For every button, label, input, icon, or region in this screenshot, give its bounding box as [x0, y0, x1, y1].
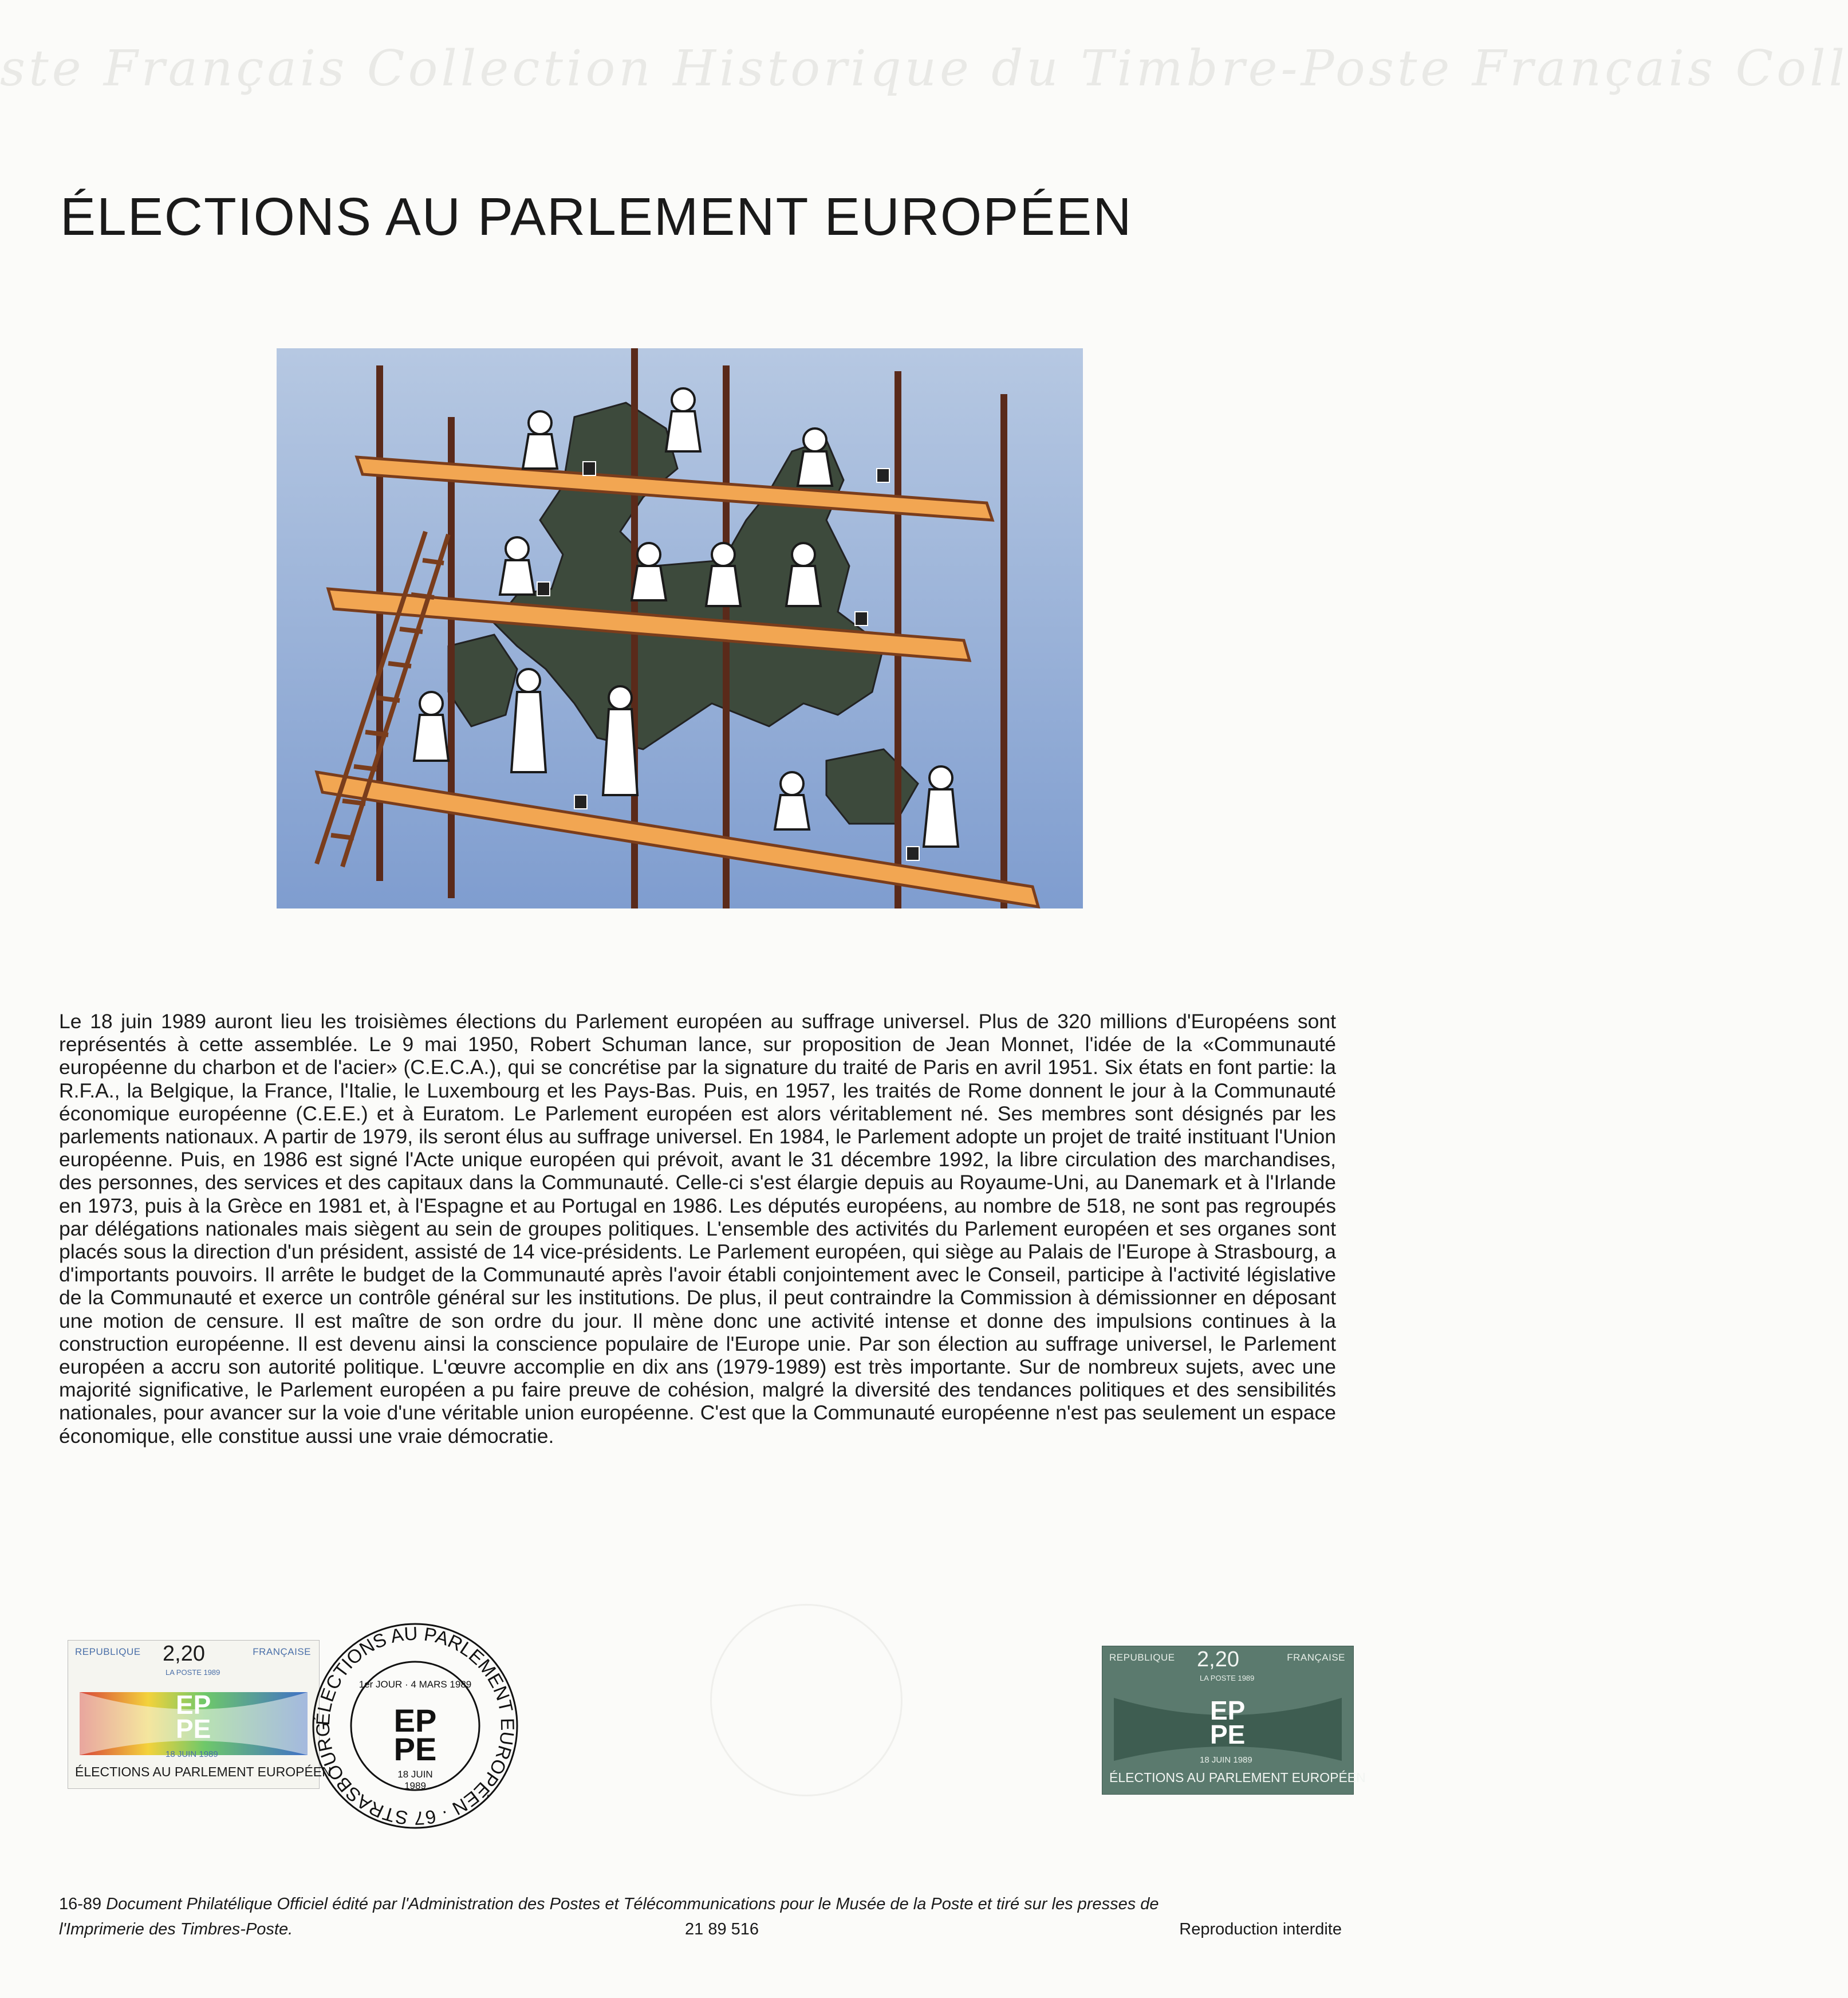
stamp-country-label-2: FRANÇAISE: [253, 1646, 311, 1657]
page-title: ÉLECTIONS AU PARLEMENT EUROPÉEN: [60, 187, 1133, 246]
embossed-seal: [710, 1604, 903, 1796]
footer-reproduction-notice: Reproduction interdite: [1179, 1920, 1342, 1938]
postmark-first-day: 1er JOUR · 4 MARS 1989: [358, 1679, 472, 1690]
footer-printer-text: l'Imprimerie des Timbres-Poste.: [59, 1920, 293, 1938]
stamp-logo-ep: EP: [1210, 1696, 1246, 1725]
stamp-poste-label: LA POSTE 1989: [166, 1668, 220, 1677]
postmark-logo-pe: PE: [393, 1731, 437, 1767]
stamp-logo-pe: PE: [176, 1714, 211, 1744]
first-day-postmark: [309, 1620, 521, 1832]
document-code: 16-89: [59, 1895, 102, 1913]
footer-publisher-text: Document Philatélique Officiel édité par l'Administration des Postes et Télécommunications pour le Musée de la Poste et tiré sur les presses de: [106, 1895, 1159, 1913]
stamp-date: 18 JUIN 1989: [166, 1749, 218, 1759]
stamp-date: 18 JUIN 1989: [1200, 1755, 1252, 1765]
article-paragraph: Le 18 juin 1989 auront lieu les troisièmes élections du Parlement européen au suffrage universel. Plus de 320 millions d'Européens sont représentés à cette assemblée. Le 9 mai 1950, Robert Schuman lance, sur proposition de Jean Monnet, l'idée de la «Communauté européenne du charbon et de l'acier» (C.E.C.A.), qui se concrétise par la signature du traité de Paris en avril 1951. Six états en font partie: la R.F.A., la Belgique, la France, l'Italie, le Luxembourg et les Pays-Bas. Puis, en 1957, les traités de Rome donnent le jour à la Communauté économique européenne (C.E.E.) et à Euratom. Le Parlement européen est alors véritablement né. Ses membres sont désignés par les parlements nationaux. A partir de 1979, ils seront élus au suffrage universel. En 1984, le Parlement adopte un projet de traité instituant l'Union européenne. Puis, en 1986 est signé l'Acte unique européen qui prévoit, avant le 31 décembre 1992, la libre circulation des marchandises, des personnes, des services et des capitaux dans la Communauté. Celle-ci s'est élargie depuis au Royaume-Uni, au Danemark et à l'Irlande en 1973, puis à la Grèce en 1981 et, à l'Espagne et au Portugal en 1986. Les députés européens, au nombre de 518, ne sont pas regroupés par délégations nationales mais siègent au sein de groupes politiques. L'ensemble des activités du Parlement européen et ses organes sont placés sous la direction d'un président, assisté de 14 vice-présidents. Le Parlement européen, qui siège au Palais de l'Europe à Strasbourg, a d'importants pouvoirs. Il arrête le budget de la Communauté après l'avoir établi conjointement avec le Conseil, participe à l'activité législative de la Communauté et exerce un contrôle général sur les institutions. De plus, il peut contraindre la Commission à démissionner en déposant une motion de censure. Il est maître de son ordre du jour. Il mène donc une activité intense et donne des impulsions continues à la construction européenne. Il est devenu ainsi la conscience populaire de l'Europe unie. Par son élection au suffrage universel, le Parlement européen a accru son autorité politique. L'œuvre accomplie en dix ans (1979-1989) est très importante. Sur de nombreux sujets, avec une majorité significative, le Parlement européen a pu faire preuve de cohésion, malgré la diversité des tendances politiques et des sensibilités nationales, pour avancer sur la voie d'une véritable union européenne. C'est que la Communauté européenne n'est pas seulement un espace économique, elle constitue aussi une vraie démocratie.: [59, 1010, 1336, 1448]
stamp-logo-pe: PE: [1210, 1720, 1246, 1749]
stamp-country-label: REPUBLIQUE: [75, 1646, 141, 1657]
footer-reference-number: 21 89 516: [685, 1920, 759, 1938]
stamp-illustration: [277, 348, 1083, 908]
postmark-logo-ep: EP: [393, 1702, 437, 1739]
stamp-value: 2,20: [1197, 1647, 1239, 1671]
footer-line-1: [59, 1895, 1342, 1914]
stamp-caption: ÉLECTIONS AU PARLEMENT EUROPÉEN: [75, 1764, 332, 1779]
stamp-country-label: REPUBLIQUE: [1109, 1652, 1175, 1663]
stamp-poste-label: LA POSTE 1989: [1200, 1674, 1255, 1682]
postmark-date: 18 JUIN: [397, 1769, 433, 1780]
stamp-color-version: [68, 1640, 332, 1789]
footer-line-2: [59, 1920, 1342, 1943]
stamp-caption: ÉLECTIONS AU PARLEMENT EUROPÉEN: [1109, 1770, 1366, 1785]
stamp-country-label-2: FRANÇAISE: [1287, 1652, 1345, 1663]
article-body: [59, 1010, 1336, 1448]
collection-watermark: ste Français Collection Historique du Timbre-Poste Français Coll: [0, 40, 1848, 97]
stamp-value: 2,20: [163, 1642, 205, 1666]
postmark-ring-text: ÉLECTIONS AU PARLEMENT EUROPÉEN · 67 STRASBOURG: [312, 1622, 519, 1830]
stamp-green-version: [1102, 1646, 1366, 1795]
stamp-logo-ep: EP: [176, 1690, 211, 1720]
postmark-year: 1989: [404, 1780, 426, 1791]
